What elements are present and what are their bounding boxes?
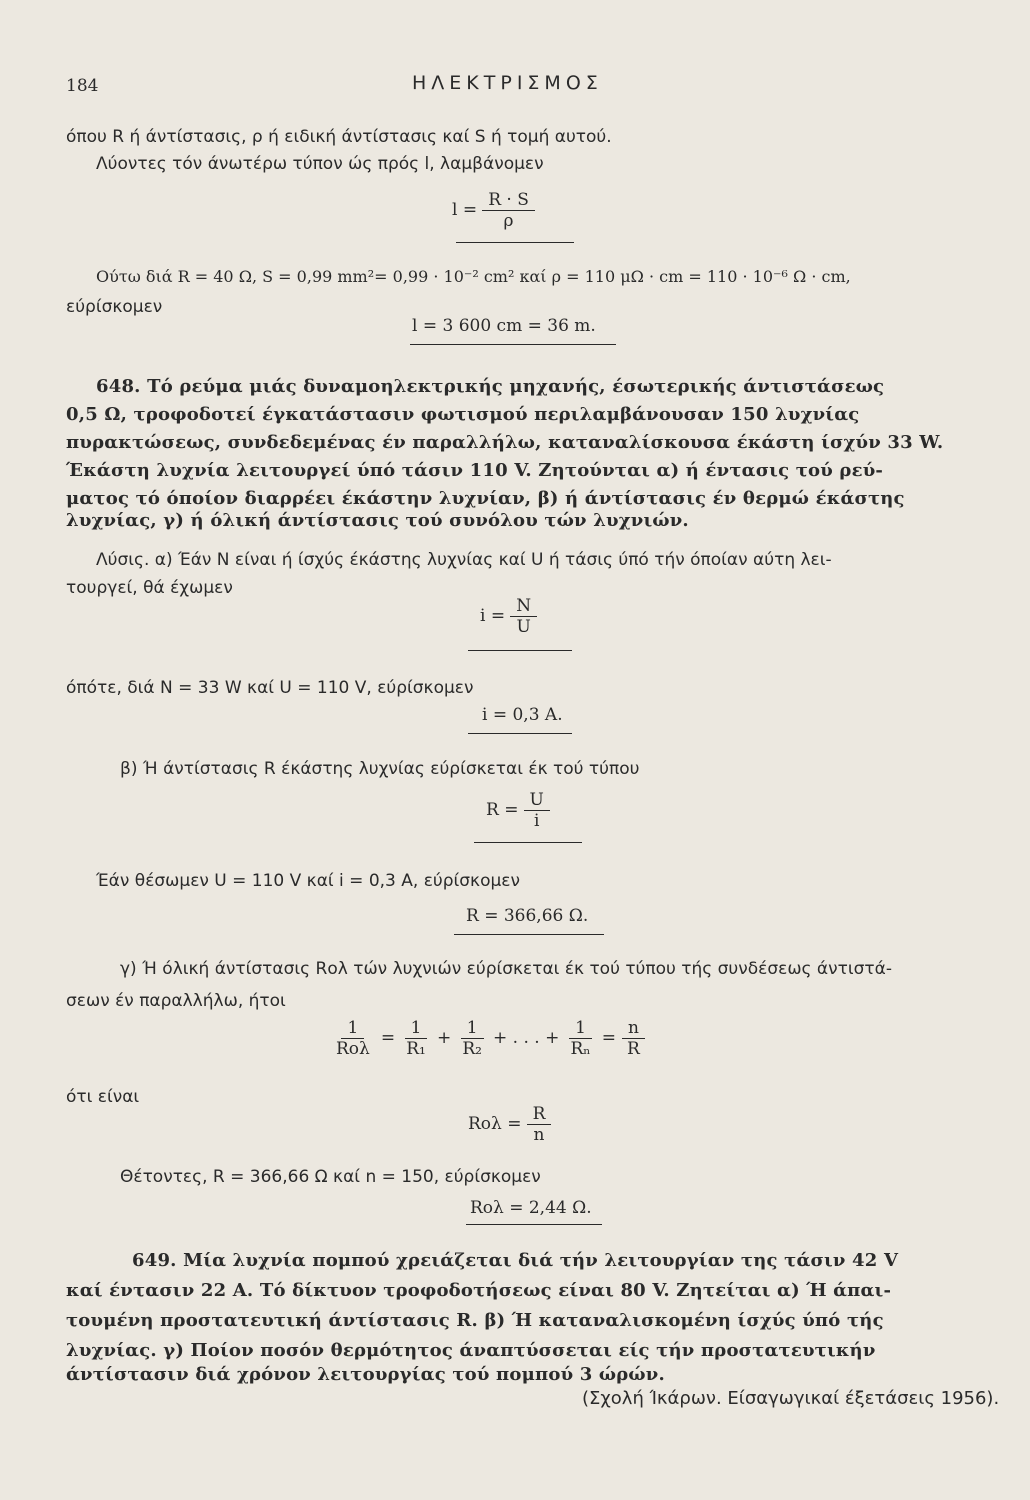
formula-underline	[468, 650, 572, 651]
text-line: Λύσις. α) Έάν N είναι ή ίσχύς έκάστης λυχνίας καί U ή τάσις ύπό τήν όποίαν αύτη λει-	[96, 550, 832, 570]
problem-649-line: 649. Μία λυχνία πομπού χρειάζεται διά τήν λειτουργίαν της τάσιν 42 V	[132, 1250, 899, 1271]
fraction	[524, 790, 550, 831]
formula-l	[452, 190, 535, 231]
fraction	[510, 596, 537, 637]
formula-result: R = 366,66 Ω.	[466, 906, 589, 926]
formula-lhs: l =	[452, 200, 478, 220]
numerator: n	[622, 1018, 645, 1039]
formula-lhs: i =	[480, 606, 506, 626]
fraction	[621, 1018, 646, 1059]
denominator: Rολ	[336, 1039, 370, 1059]
text-line: τουργεί, θά έχωμεν	[66, 578, 233, 598]
denominator: R₂	[462, 1039, 482, 1059]
numerator: R · S	[482, 190, 535, 211]
problem-649-line: τουμένη προστατευτική άντίστασις R. β) Ή καταναλισκομένη ίσχύς ύπό τής	[66, 1310, 884, 1331]
fraction	[330, 1018, 376, 1059]
formula-result: i = 0,3 A.	[482, 705, 563, 725]
formula-underline	[454, 934, 604, 935]
formula-lhs: Rολ =	[468, 1114, 522, 1134]
equals-sign: =	[601, 1028, 616, 1048]
text-line: ότι είναι	[66, 1087, 140, 1107]
dots: + . . . +	[493, 1028, 560, 1048]
problem-648-line: λυχνίας, γ) ή όλική άντίστασις τού συνόλου τών λυχνιών.	[66, 510, 689, 531]
fraction	[482, 190, 535, 231]
denominator: ρ	[503, 211, 514, 231]
formula-underline	[466, 1224, 602, 1225]
text-line: σεων έν παραλλήλω, ήτοι	[66, 991, 286, 1011]
numerator: R	[527, 1104, 552, 1125]
numerator: 1	[461, 1018, 484, 1039]
text-line: Ούτω διά R = 40 Ω, S = 0,99 mm²= 0,99 · 10⁻² cm² καί ρ = 110 μΩ · cm = 110 · 10⁻⁶ Ω · cm,	[96, 267, 851, 286]
numerator: U	[524, 790, 550, 811]
problem-648-line: πυρακτώσεως, συνδεδεμένας έν παραλλήλω, καταναλίσκουσα έκάστη ίσχύν 33 W.	[66, 432, 944, 453]
problem-648-line: Έκάστη λυχνία λειτουργεί ύπό τάσιν 110 V. Ζητούνται α) ή έντασις τού ρεύ-	[66, 460, 884, 481]
denominator: n	[533, 1125, 545, 1145]
fraction	[564, 1018, 596, 1059]
numerator: 1	[341, 1018, 364, 1039]
formula-result: l = 3 600 cm = 36 m.	[412, 316, 596, 336]
text-line: εύρίσκομεν	[66, 297, 163, 317]
denominator: R	[627, 1039, 640, 1059]
numerator: 1	[405, 1018, 428, 1039]
text-line: Έάν θέσωμεν U = 110 V καί i = 0,3 A, εύρίσκομεν	[96, 871, 520, 891]
denominator: i	[533, 811, 540, 831]
fraction	[400, 1018, 432, 1059]
formula-underline	[456, 242, 574, 243]
fraction	[456, 1018, 488, 1059]
denominator: U	[516, 617, 531, 637]
plus-sign: +	[436, 1028, 452, 1048]
text-line: Λύοντες τόν άνωτέρω τύπον ώς πρός l, λαμβάνομεν	[96, 154, 544, 174]
formula-underline	[410, 344, 616, 345]
numerator: 1	[569, 1018, 592, 1039]
problem-649-line: καί έντασιν 22 A. Τό δίκτυον τροφοδοτήσεως είναι 80 V. Ζητείται α) Ή άπαι-	[66, 1280, 892, 1301]
text-line: όπου R ή άντίστασις, ρ ή ειδική άντίστασις καί S ή τομή αυτού.	[66, 127, 612, 147]
fraction	[527, 1104, 552, 1145]
page-number: 184	[66, 76, 99, 96]
formula-i	[480, 596, 537, 637]
numerator: N	[510, 596, 537, 617]
formula-rol	[468, 1104, 551, 1145]
problem-649-line: άντίστασιν διά χρόνον λειτουργίας τού πομπού 3 ώρών.	[66, 1364, 665, 1385]
denominator: R₁	[406, 1039, 426, 1059]
text-line: γ) Ή όλική άντίστασις Rολ τών λυχνιών εύρίσκεται έκ τού τύπου τής συνδέσεως άντιστά-	[120, 959, 892, 979]
text-line: όπότε, διά N = 33 W καί U = 110 V, εύρίσκομεν	[66, 678, 474, 698]
formula-lhs: R =	[486, 800, 519, 820]
formula-result: Rολ = 2,44 Ω.	[470, 1198, 592, 1218]
formula-underline	[474, 842, 582, 843]
running-header: ΗΛΕΚΤΡΙΣΜΟΣ	[412, 72, 603, 94]
equals-sign: =	[380, 1028, 396, 1048]
problem-649-line: λυχνίας. γ) Ποίον ποσόν θερμότητος άναπτύσσεται είς τήν προστατευτικήν	[66, 1340, 876, 1361]
formula-r	[486, 790, 550, 831]
formula-parallel	[330, 1018, 646, 1059]
text-line: Θέτοντες, R = 366,66 Ω καί n = 150, εύρίσκομεν	[120, 1167, 541, 1187]
problem-648-line: 648. Τό ρεύμα μιάς δυναμοηλεκτρικής μηχανής, έσωτερικής άντιστάσεως	[96, 376, 885, 397]
formula-underline	[468, 733, 572, 734]
denominator: Rₙ	[570, 1039, 591, 1059]
source-citation: (Σχολή Ίκάρων. Είσαγωγικαί έξετάσεις 1956).	[582, 1388, 1000, 1409]
problem-648-line: ματος τό όποίον διαρρέει έκάστην λυχνίαν, β) ή άντίστασις έν θερμώ έκάστης	[66, 488, 905, 509]
text-line: β) Ή άντίστασις R έκάστης λυχνίας εύρίσκεται έκ τού τύπου	[120, 759, 640, 779]
problem-648-line: 0,5 Ω, τροφοδοτεί έγκατάστασιν φωτισμού περιλαμβάνουσαν 150 λυχνίας	[66, 404, 860, 425]
